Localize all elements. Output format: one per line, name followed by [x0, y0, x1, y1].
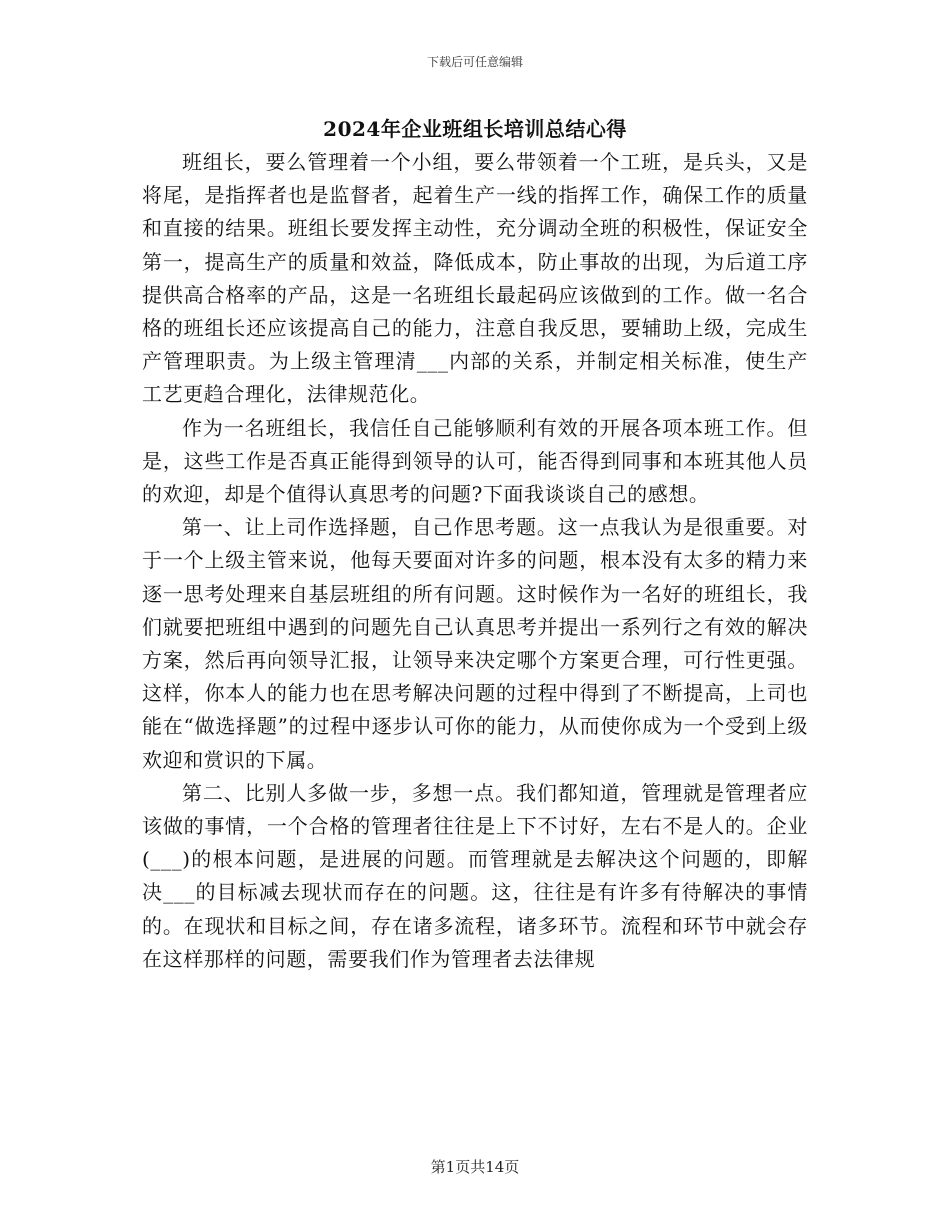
paragraph-2: 作为一名班组长，我信任自己能够顺利有效的开展各项本班工作。但是，这些工作是否真正能得到领导的认可，能否得到同事和本班其他人员的欢迎，却是个值得认真思考的问题?下面我谈谈自己的感想。 — [142, 415, 808, 507]
paragraph-4: 第二、比别人多做一步，多想一点。我们都知道，管理就是管理者应该做的事情，一个合格的管理者往往是上下不讨好，左右不是人的。企业(___)的根本问题，是进展的问题。而管理就是去解决这个问题的，即解决___的目标减去现状而存在的问题。这，往往是有许多有待解决的事情的。在现状和目标之间，存在诸多流程，诸多环节。流程和环节中就会存在这样那样的问题，需要我们作为管理者去法律规 — [142, 780, 808, 971]
header-note: 下载后可任意编辑 — [426, 55, 523, 69]
page-footer: 第1页共14页 — [430, 1158, 520, 1176]
paragraph-1: 班组长，要么管理着一个小组，要么带领着一个工班，是兵头，又是将尾，是指挥者也是监督者，起着生产一线的指挥工作，确保工作的质量和直接的结果。班组长要发挥主动性，充分调动全班的积极性，保证安全第一，提高生产的质量和效益，降低成本，防止事故的出现，为后道工序提供高合格率的产品，这是一名班组长最起码应该做到的工作。做一名合格的班组长还应该提高自己的能力，注意自我反思，要辅助上级，完成生产管理职责。为上级主管理清___内部的关系，并制定相关标准，使生产工艺更趋合理化，法律规范化。 — [142, 150, 808, 407]
document-body — [142, 146, 808, 976]
paragraph-3: 第一、让上司作选择题，自己作思考题。这一点我认为是很重要。对于一个上级主管来说，他每天要面对许多的问题，根本没有太多的精力来逐一思考处理来自基层班组的所有问题。这时候作为一名好的班组长，我们就要把班组中遇到的问题先自己认真思考并提出一系列行之有效的解决方案，然后再向领导汇报，让领导来决定哪个方案更合理，可行性更强。这样，你本人的能力也在思考解决问题的过程中得到了不断提高，上司也能在“做选择题”的过程中逐步认可你的能力，从而使你成为一个受到上级欢迎和赏识的下属。 — [142, 515, 808, 772]
document-title: 2024年企业班组长培训总结心得 — [323, 117, 627, 141]
